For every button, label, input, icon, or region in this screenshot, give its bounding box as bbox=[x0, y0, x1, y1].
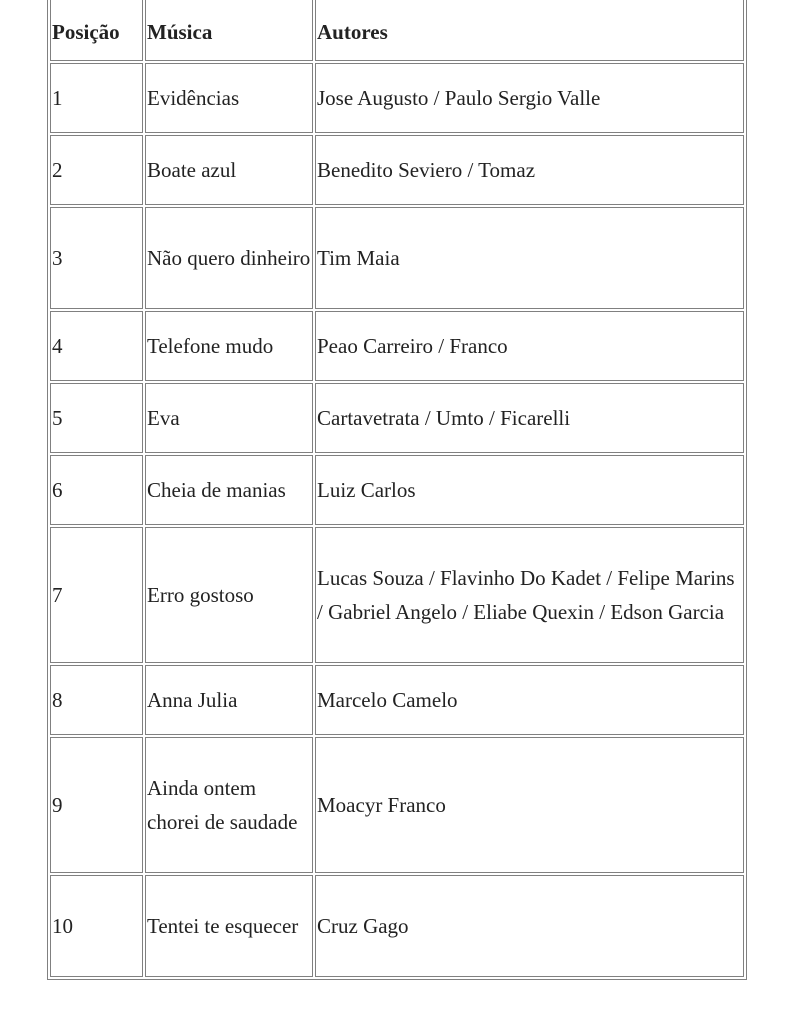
cell-song: Cheia de manias bbox=[145, 455, 313, 525]
cell-song: Evidências bbox=[145, 63, 313, 133]
table-row bbox=[50, 311, 744, 381]
table-row bbox=[50, 665, 744, 735]
cell-song: Tentei te esquecer bbox=[145, 875, 313, 977]
cell-song: Erro gostoso bbox=[145, 527, 313, 663]
header-authors: Autores bbox=[315, 0, 744, 61]
header-song: Música bbox=[145, 0, 313, 61]
cell-authors: Cartavetrata / Umto / Ficarelli bbox=[315, 383, 744, 453]
cell-authors: Benedito Seviero / Tomaz bbox=[315, 135, 744, 205]
cell-position: 1 bbox=[50, 63, 143, 133]
table-row bbox=[50, 875, 744, 977]
cell-authors: Jose Augusto / Paulo Sergio Valle bbox=[315, 63, 744, 133]
header-position: Posição bbox=[50, 0, 143, 61]
cell-position: 9 bbox=[50, 737, 143, 873]
cell-position: 8 bbox=[50, 665, 143, 735]
cell-song: Anna Julia bbox=[145, 665, 313, 735]
cell-authors: Luiz Carlos bbox=[315, 455, 744, 525]
cell-song: Boate azul bbox=[145, 135, 313, 205]
cell-position: 3 bbox=[50, 207, 143, 309]
song-ranking-table-container bbox=[47, 0, 747, 980]
table-row bbox=[50, 383, 744, 453]
cell-position: 7 bbox=[50, 527, 143, 663]
cell-authors: Moacyr Franco bbox=[315, 737, 744, 873]
cell-position: 10 bbox=[50, 875, 143, 977]
cell-position: 2 bbox=[50, 135, 143, 205]
song-ranking-table bbox=[47, 0, 747, 980]
cell-position: 6 bbox=[50, 455, 143, 525]
table-row bbox=[50, 527, 744, 663]
cell-authors: Marcelo Camelo bbox=[315, 665, 744, 735]
cell-song: Ainda ontem chorei de saudade bbox=[145, 737, 313, 873]
table-row bbox=[50, 737, 744, 873]
table-header-row bbox=[50, 0, 744, 61]
cell-song: Não quero dinheiro bbox=[145, 207, 313, 309]
cell-authors: Peao Carreiro / Franco bbox=[315, 311, 744, 381]
table-row bbox=[50, 63, 744, 133]
table-row bbox=[50, 207, 744, 309]
cell-song: Eva bbox=[145, 383, 313, 453]
cell-position: 4 bbox=[50, 311, 143, 381]
cell-song: Telefone mudo bbox=[145, 311, 313, 381]
cell-authors: Tim Maia bbox=[315, 207, 744, 309]
cell-authors: Lucas Souza / Flavinho Do Kadet / Felipe Marins / Gabriel Angelo / Eliabe Quexin / Edson Garcia bbox=[315, 527, 744, 663]
table-row bbox=[50, 455, 744, 525]
table-row bbox=[50, 135, 744, 205]
cell-authors: Cruz Gago bbox=[315, 875, 744, 977]
cell-position: 5 bbox=[50, 383, 143, 453]
